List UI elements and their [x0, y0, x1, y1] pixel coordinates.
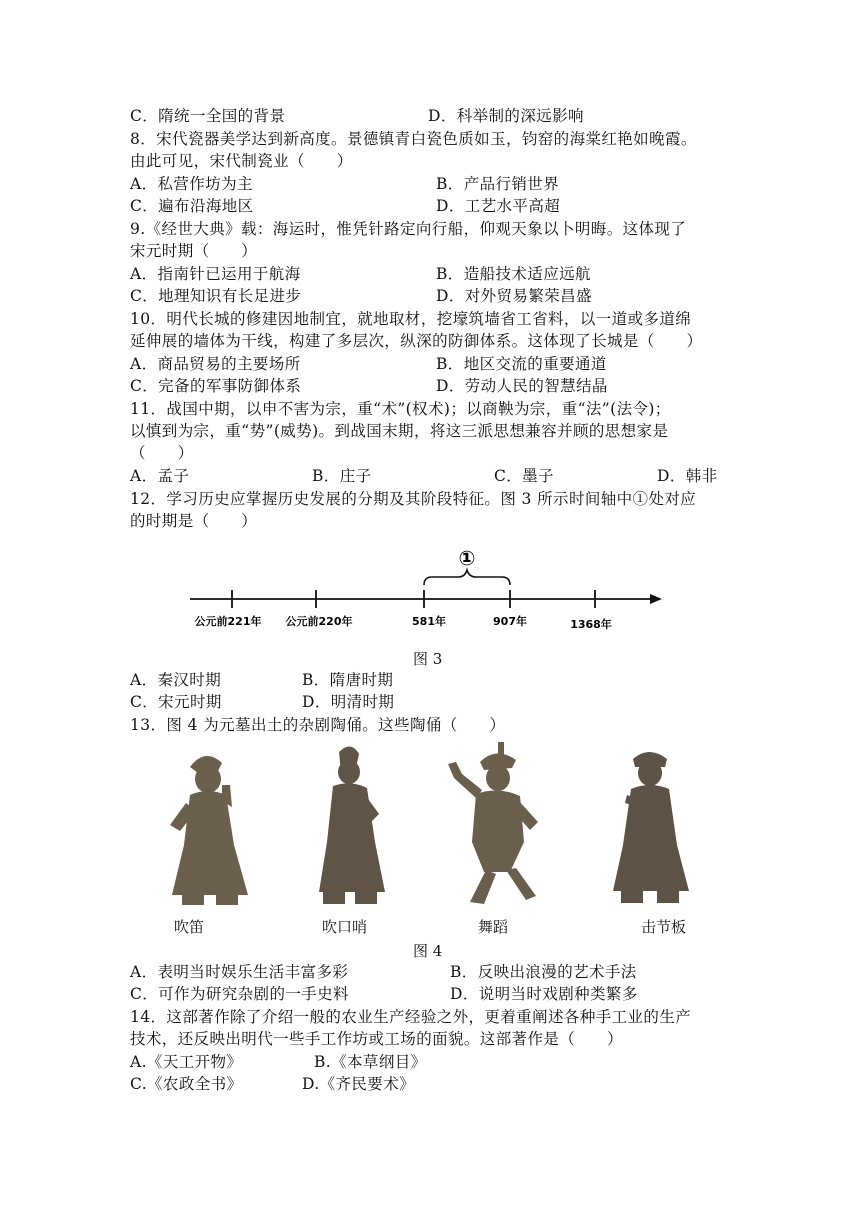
q7-option-c: C．隋统一全国的背景	[130, 107, 286, 125]
timeline-brace	[424, 570, 510, 585]
figurine-dance-image	[440, 742, 550, 910]
figurine-label-flute: 吹笛	[174, 918, 205, 936]
timeline-label: 581年	[412, 615, 446, 628]
timeline-label: 公元前220年	[285, 615, 353, 628]
q8-option-c: C．遍布沿海地区	[130, 197, 254, 215]
q11-option-a: A．孟子	[130, 467, 190, 485]
q12-option-d: D．明清时期	[302, 693, 395, 711]
q13-option-c: C．可作为研究杂剧的一手史料	[130, 985, 349, 1003]
q10-stem-line1: 10．明代长城的修建因地制宜，就地取材，挖壕筑墙省工省料，以一道或多道绵	[130, 310, 692, 328]
q12-stem-line1: 12．学习历史应掌握历史发展的分期及其阶段特征。图 3 所示时间轴中①处对应	[130, 490, 697, 508]
q8-option-a: A．私营作坊为主	[130, 175, 253, 193]
q9-stem-line2: 宋元时期（ ）	[130, 242, 258, 260]
figure4-caption: 图 4	[413, 942, 443, 960]
q12-option-b: B．隋唐时期	[302, 671, 394, 689]
figurine-clapper-image	[605, 745, 700, 910]
figurine-label-dance: 舞蹈	[478, 918, 509, 936]
q14-stem-line1: 14．这部著作除了介绍一般的农业生产经验之外，更着重阐述各种手工业的生产	[130, 1008, 692, 1026]
q11-option-c: C．墨子	[494, 467, 554, 485]
q9-option-c: C．地理知识有长足进步	[130, 287, 302, 305]
q9-option-a: A．指南针已运用于航海	[130, 265, 301, 283]
q13-stem-line1: 13．图 4 为元墓出土的杂剧陶俑。这些陶俑（ ）	[130, 716, 506, 734]
q10-stem-line2: 延伸展的墙体为干线，构建了多层次，纵深的防御体系。这体现了长城是（ ）	[130, 332, 703, 350]
q14-stem-line2: 技术，还反映出明代一些手工作坊或工场的面貌。这部著作是（ ）	[130, 1030, 623, 1048]
q9-option-d: D．对外贸易繁荣昌盛	[436, 287, 592, 305]
q8-stem-line2: 由此可见，宋代制瓷业（ ）	[130, 152, 353, 170]
q12-option-c: C．宋元时期	[130, 693, 222, 711]
q13-option-d: D．说明当时戏剧种类繁多	[450, 985, 638, 1003]
q8-option-b: B．产品行销世界	[436, 175, 560, 193]
q12-stem-line2: 的时期是（ ）	[130, 512, 258, 530]
q10-option-c: C．完备的军事防御体系	[130, 377, 302, 395]
q9-option-b: B．造船技术适应远航	[436, 265, 591, 283]
q11-stem-line3: （ ）	[130, 444, 194, 462]
q12-option-a: A．秦汉时期	[130, 671, 222, 689]
figurine-whistle-image	[305, 742, 400, 910]
q7-option-d: D．科举制的深远影响	[428, 107, 584, 125]
timeline-label: 公元前221年	[194, 615, 262, 628]
q10-option-a: A．商品贸易的主要场所	[130, 355, 301, 373]
q13-option-a: A．表明当时娱乐生活丰富多彩	[130, 963, 349, 981]
q10-option-b: B．地区交流的重要通道	[436, 355, 607, 373]
q11-stem-line1: 11．战国中期，以申不害为宗，重“术”(权术)；以商鞅为宗，重“法”(法令)；	[130, 400, 671, 418]
q14-option-c: C.《农政全书》	[130, 1075, 243, 1093]
q11-stem-line2: 以慎到为宗，重“势”(威势)。到战国末期，将这三派思想兼容并顾的思想家是	[130, 422, 669, 440]
q11-option-d: D．韩非	[657, 467, 718, 485]
q14-option-b: B.《本草纲目》	[314, 1053, 427, 1071]
q8-option-d: D．工艺水平高超	[436, 197, 561, 215]
figurine-flute-image	[160, 745, 260, 910]
figure3-caption: 图 3	[413, 650, 443, 668]
q14-option-d: D.《齐民要术》	[302, 1075, 416, 1093]
timeline-marker: ①	[458, 546, 476, 570]
figurine-label-clapper: 击节板	[641, 918, 687, 936]
q11-option-b: B．庄子	[312, 467, 372, 485]
q14-option-a: A.《天工开物》	[130, 1053, 243, 1071]
timeline-label: 1368年	[570, 618, 612, 631]
timeline-arrow	[650, 594, 662, 604]
figurine-label-whistle: 吹口哨	[322, 918, 368, 936]
q10-option-d: D．劳动人民的智慧结晶	[436, 377, 608, 395]
q9-stem-line1: 9.《经世大典》载：海运时，惟凭针路定向行船，仰观天象以卜明晦。这体现了	[130, 220, 687, 238]
q13-option-b: B．反映出浪漫的艺术手法	[450, 963, 637, 981]
timeline-figure	[180, 540, 680, 640]
q8-stem-line1: 8．宋代瓷器美学达到新高度。景德镇青白瓷色质如玉，钧窑的海棠红艳如晚霞。	[130, 130, 697, 148]
timeline-label: 907年	[493, 615, 527, 628]
